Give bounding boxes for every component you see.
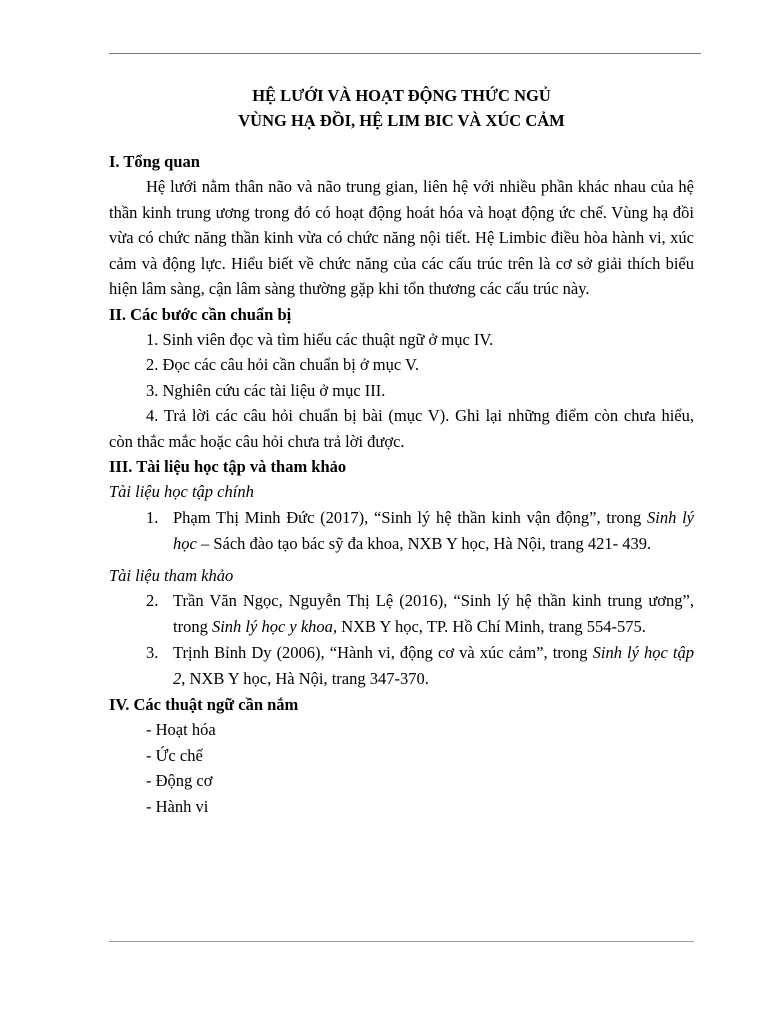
- section-1-paragraph: Hệ lưới nằm thân não và não trung gian, liên hệ với nhiều phần khác nhau của hệ thần kinh trung ương trong đó có hoạt động hoát hóa và hoạt động ức chế. Vùng hạ đồi vừa có chức năng thần kinh vừa có chức năng nội tiết. Hệ Limbic điều hòa hành vi, xúc cảm và động lực. Hiểu biết về chức năng của các cấu trúc trên là cơ sở giải thích biểu hiện lâm sàng, cận lâm sàng thường gặp khi tổn thương các cấu trúc này.: [109, 177, 694, 298]
- step-item: 3. Nghiên cứu các tài liệu ở mục III.: [146, 380, 386, 400]
- term-item: - Hành vi: [146, 796, 209, 816]
- reference-book-title: Sinh lý học y khoa: [211, 617, 333, 636]
- reference-book-title: Sinh lý học: [173, 507, 694, 553]
- header-rule: [109, 53, 701, 54]
- term-item: - Động cơ: [146, 771, 213, 790]
- footer-rule: [109, 941, 694, 942]
- step-item: 2. Đọc các câu hỏi cần chuẩn bị ở mục V.: [146, 355, 419, 374]
- term-item: - Ức chế: [146, 745, 203, 765]
- reference-text: Trần Văn Ngọc, Nguyễn Thị Lệ (2016), “Sinh lý hệ thần kinh trung ương”, trong: [173, 591, 694, 636]
- further-references-label: Tài liệu tham khảo: [109, 565, 234, 585]
- step-item: 4. Trả lời các câu hỏi chuẩn bị bài (mục V). Ghi lại những điểm còn chưa hiểu, còn thắc mắc hoặc câu hỏi chưa trả lời được.: [109, 406, 694, 451]
- reference-item: [109, 640, 694, 692]
- document-page: [109, 83, 694, 819]
- reference-item: [109, 505, 694, 557]
- section-4-heading: IV. Các thuật ngữ cần nắm: [109, 695, 299, 714]
- reference-text: , NXB Y học, Hà Nội, trang 347-370.: [181, 669, 429, 688]
- reference-item: [109, 588, 694, 640]
- document-title: [109, 83, 694, 133]
- main-references-label: Tài liệu học tập chính: [109, 482, 254, 501]
- section-3-heading: III. Tài liệu học tập và tham khảo: [109, 457, 347, 476]
- reference-number: 3.: [146, 643, 159, 662]
- section-2-heading: II. Các bước cần chuẩn bị: [109, 304, 292, 324]
- reference-text: , NXB Y học, TP. Hồ Chí Minh, trang 554-575.: [332, 617, 646, 636]
- reference-text: Trịnh Bỉnh Dy (2006), “Hành vi, động cơ và xúc cảm”, trong: [173, 643, 593, 662]
- step-item: 1. Sinh viên đọc và tìm hiểu các thuật ngữ ở mục IV.: [146, 329, 494, 349]
- reference-number: 2.: [146, 591, 159, 610]
- reference-text: – Sách đào tạo bác sỹ đa khoa, NXB Y học, Hà Nội, trang 421- 439.: [196, 533, 652, 553]
- reference-number: 1.: [146, 507, 159, 527]
- term-item: - Hoạt hóa: [146, 720, 216, 739]
- title-line-2: VÙNG HẠ ĐỒI, HỆ LIM BIC VÀ XÚC CẢM: [238, 111, 565, 130]
- section-1-heading: I. Tổng quan: [109, 152, 200, 171]
- reference-book-title: Sinh lý học tập 2: [173, 643, 694, 688]
- title-line-1: HỆ LƯỚI VÀ HOẠT ĐỘNG THỨC NGỦ: [252, 86, 551, 105]
- reference-text: Phạm Thị Minh Đức (2017), “Sinh lý hệ thần kinh vận động”, trong: [173, 507, 647, 527]
